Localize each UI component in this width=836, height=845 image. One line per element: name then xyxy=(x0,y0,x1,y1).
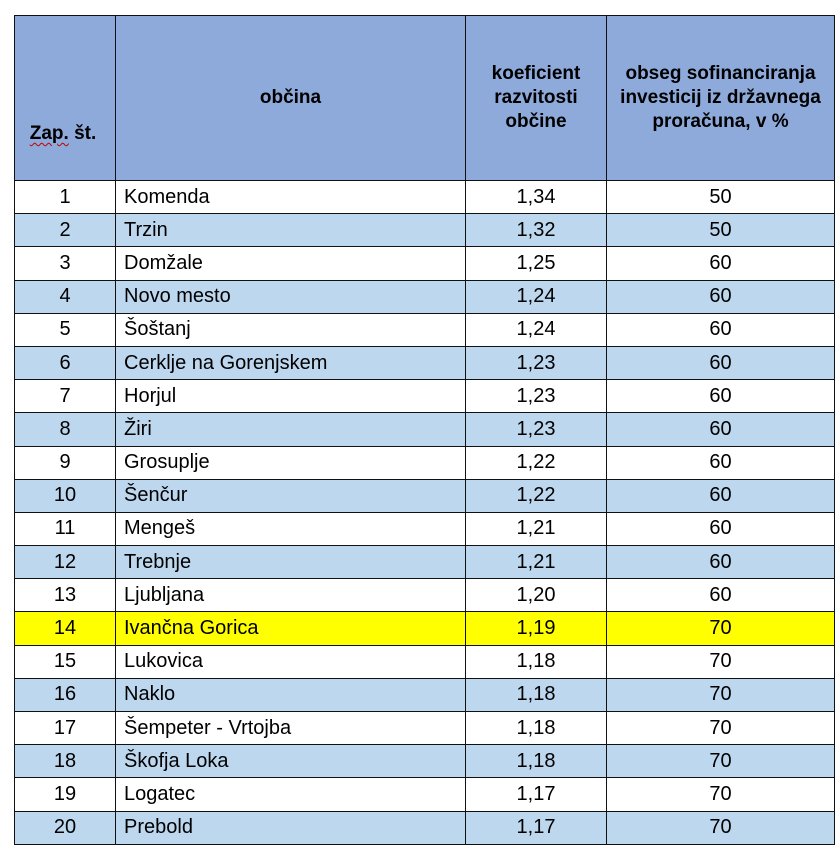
cell-municipality: Komenda xyxy=(116,181,466,214)
municipality-table xyxy=(14,15,835,845)
cell-municipality: Cerklje na Gorenjskem xyxy=(116,346,466,379)
table-row xyxy=(15,413,835,446)
cell-coefficient: 1,19 xyxy=(466,612,607,645)
cell-coefficient: 1,18 xyxy=(466,678,607,711)
cell-cofinancing: 60 xyxy=(607,313,835,346)
table-row xyxy=(15,645,835,678)
cell-cofinancing: 60 xyxy=(607,579,835,612)
table-row xyxy=(15,811,835,844)
cell-number: 17 xyxy=(15,712,116,745)
cell-municipality: Šenčur xyxy=(116,479,466,512)
header-zap-rest: št. xyxy=(68,123,97,144)
cell-number: 12 xyxy=(15,546,116,579)
cell-cofinancing: 60 xyxy=(607,346,835,379)
cell-number: 11 xyxy=(15,512,116,545)
cell-number: 18 xyxy=(15,745,116,778)
cell-cofinancing: 70 xyxy=(607,745,835,778)
table-row xyxy=(15,712,835,745)
header-zap-st xyxy=(15,16,116,181)
cell-coefficient: 1,22 xyxy=(466,446,607,479)
cell-coefficient: 1,18 xyxy=(466,712,607,745)
cell-number: 16 xyxy=(15,678,116,711)
cell-cofinancing: 60 xyxy=(607,512,835,545)
cell-coefficient: 1,23 xyxy=(466,380,607,413)
cell-number: 13 xyxy=(15,579,116,612)
cell-municipality: Ivančna Gorica xyxy=(116,612,466,645)
cell-number: 15 xyxy=(15,645,116,678)
table-row xyxy=(15,313,835,346)
cell-coefficient: 1,21 xyxy=(466,512,607,545)
cell-number: 14 xyxy=(15,612,116,645)
cell-cofinancing: 70 xyxy=(607,712,835,745)
cell-cofinancing: 60 xyxy=(607,413,835,446)
cell-cofinancing: 70 xyxy=(607,645,835,678)
cell-municipality: Škofja Loka xyxy=(116,745,466,778)
cell-cofinancing: 70 xyxy=(607,811,835,844)
cell-number: 1 xyxy=(15,181,116,214)
cell-cofinancing: 70 xyxy=(607,778,835,811)
table-row xyxy=(15,745,835,778)
cell-municipality: Mengeš xyxy=(116,512,466,545)
header-row xyxy=(15,16,835,181)
cell-number: 9 xyxy=(15,446,116,479)
cell-coefficient: 1,25 xyxy=(466,247,607,280)
cell-coefficient: 1,17 xyxy=(466,778,607,811)
cell-municipality: Domžale xyxy=(116,247,466,280)
cell-coefficient: 1,24 xyxy=(466,280,607,313)
cell-coefficient: 1,18 xyxy=(466,745,607,778)
cell-municipality: Prebold xyxy=(116,811,466,844)
cell-number: 10 xyxy=(15,479,116,512)
cell-number: 20 xyxy=(15,811,116,844)
header-obcina: občina xyxy=(116,16,466,181)
cell-coefficient: 1,20 xyxy=(466,579,607,612)
table-row xyxy=(15,346,835,379)
cell-cofinancing: 60 xyxy=(607,546,835,579)
cell-cofinancing: 50 xyxy=(607,214,835,247)
cell-municipality: Trzin xyxy=(116,214,466,247)
table-row xyxy=(15,678,835,711)
cell-coefficient: 1,21 xyxy=(466,546,607,579)
cell-number: 6 xyxy=(15,346,116,379)
cell-coefficient: 1,23 xyxy=(466,346,607,379)
cell-cofinancing: 50 xyxy=(607,181,835,214)
cell-number: 5 xyxy=(15,313,116,346)
cell-number: 3 xyxy=(15,247,116,280)
cell-municipality: Šoštanj xyxy=(116,313,466,346)
cell-coefficient: 1,24 xyxy=(466,313,607,346)
cell-municipality: Logatec xyxy=(116,778,466,811)
table-row xyxy=(15,612,835,645)
table-row xyxy=(15,512,835,545)
cell-number: 4 xyxy=(15,280,116,313)
table-row xyxy=(15,778,835,811)
table-body xyxy=(15,181,835,845)
cell-cofinancing: 60 xyxy=(607,446,835,479)
table-row xyxy=(15,214,835,247)
cell-number: 19 xyxy=(15,778,116,811)
table-row xyxy=(15,181,835,214)
cell-number: 7 xyxy=(15,380,116,413)
cell-cofinancing: 60 xyxy=(607,479,835,512)
table-row xyxy=(15,380,835,413)
cell-cofinancing: 60 xyxy=(607,380,835,413)
cell-cofinancing: 60 xyxy=(607,247,835,280)
table-row xyxy=(15,579,835,612)
cell-cofinancing: 70 xyxy=(607,678,835,711)
table-row xyxy=(15,247,835,280)
cell-coefficient: 1,18 xyxy=(466,645,607,678)
cell-coefficient: 1,22 xyxy=(466,479,607,512)
cell-municipality: Horjul xyxy=(116,380,466,413)
cell-municipality: Novo mesto xyxy=(116,280,466,313)
cell-municipality: Grosuplje xyxy=(116,446,466,479)
cell-municipality: Ljubljana xyxy=(116,579,466,612)
cell-number: 2 xyxy=(15,214,116,247)
table-row xyxy=(15,546,835,579)
cell-coefficient: 1,34 xyxy=(466,181,607,214)
header-zap-word: Zap. xyxy=(29,123,69,144)
cell-municipality: Trebnje xyxy=(116,546,466,579)
cell-municipality: Naklo xyxy=(116,678,466,711)
table-row xyxy=(15,479,835,512)
cell-municipality: Žiri xyxy=(116,413,466,446)
header-obseg: obseg sofinanciranja investicij iz državnega proračuna, v % xyxy=(607,16,835,181)
cell-coefficient: 1,17 xyxy=(466,811,607,844)
header-koeficient: koeficient razvitosti občine xyxy=(466,16,607,181)
table-row xyxy=(15,280,835,313)
cell-coefficient: 1,32 xyxy=(466,214,607,247)
cell-municipality: Šempeter - Vrtojba xyxy=(116,712,466,745)
table-row xyxy=(15,446,835,479)
cell-cofinancing: 70 xyxy=(607,612,835,645)
cell-cofinancing: 60 xyxy=(607,280,835,313)
cell-municipality: Lukovica xyxy=(116,645,466,678)
cell-number: 8 xyxy=(15,413,116,446)
cell-coefficient: 1,23 xyxy=(466,413,607,446)
